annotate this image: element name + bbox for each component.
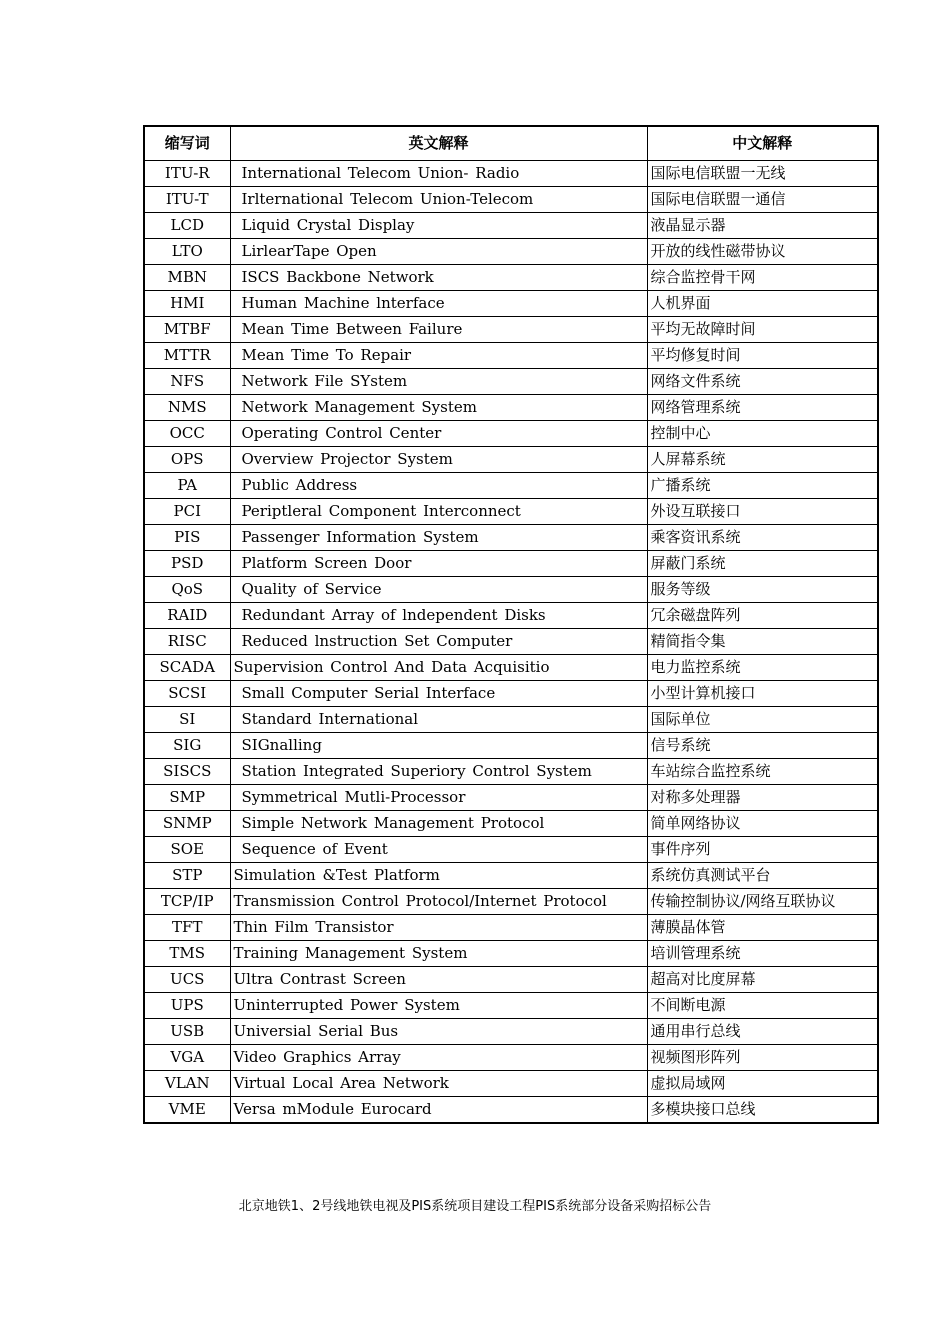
cell-abbreviation: SCSI [144, 681, 230, 707]
cell-chinese: 平均修复时间 [647, 343, 878, 369]
cell-english: Public Address [230, 473, 647, 499]
cell-chinese: 虚拟局域网 [647, 1071, 878, 1097]
table-row [144, 993, 878, 1019]
cell-chinese: 人屏幕系统 [647, 447, 878, 473]
table-row [144, 187, 878, 213]
cell-abbreviation: OCC [144, 421, 230, 447]
table-row [144, 707, 878, 733]
cell-english: Network File SYstem [230, 369, 647, 395]
table-row [144, 395, 878, 421]
cell-chinese: 国际单位 [647, 707, 878, 733]
cell-abbreviation: PSD [144, 551, 230, 577]
cell-chinese: 服务等级 [647, 577, 878, 603]
cell-abbreviation: MTBF [144, 317, 230, 343]
cell-abbreviation: SISCS [144, 759, 230, 785]
table-row [144, 941, 878, 967]
cell-chinese: 薄膜晶体管 [647, 915, 878, 941]
cell-abbreviation: VME [144, 1097, 230, 1124]
cell-abbreviation: NFS [144, 369, 230, 395]
table-row [144, 291, 878, 317]
cell-abbreviation: VLAN [144, 1071, 230, 1097]
table-row [144, 161, 878, 187]
table-header-row [144, 126, 878, 161]
table-row [144, 239, 878, 265]
cell-chinese: 控制中心 [647, 421, 878, 447]
cell-english: Platform Screen Door [230, 551, 647, 577]
cell-english: Periptleral Component Interconnect [230, 499, 647, 525]
cell-english: Simple Network Management Protocol [230, 811, 647, 837]
table-body [144, 161, 878, 1124]
cell-english: Human Machine lnterface [230, 291, 647, 317]
cell-abbreviation: TCP/IP [144, 889, 230, 915]
table-row [144, 343, 878, 369]
cell-chinese: 广播系统 [647, 473, 878, 499]
cell-chinese: 屏蔽门系统 [647, 551, 878, 577]
cell-english: LirlearTape Open [230, 239, 647, 265]
cell-english: Sequence of Event [230, 837, 647, 863]
cell-chinese: 乘客资讯系统 [647, 525, 878, 551]
cell-abbreviation: RAID [144, 603, 230, 629]
cell-chinese: 小型计算机接口 [647, 681, 878, 707]
cell-english: Simulation &Test Platform [230, 863, 647, 889]
cell-abbreviation: SMP [144, 785, 230, 811]
cell-english: Virtual Local Area Network [230, 1071, 647, 1097]
table-row [144, 889, 878, 915]
table-row [144, 473, 878, 499]
cell-chinese: 车站综合监控系统 [647, 759, 878, 785]
cell-chinese: 事件序列 [647, 837, 878, 863]
table-row [144, 603, 878, 629]
cell-abbreviation: SOE [144, 837, 230, 863]
cell-abbreviation: VGA [144, 1045, 230, 1071]
cell-chinese: 国际电信联盟一通信 [647, 187, 878, 213]
cell-abbreviation: LTO [144, 239, 230, 265]
cell-chinese: 电力监控系统 [647, 655, 878, 681]
cell-english: Station Integrated Superiory Control System [230, 759, 647, 785]
cell-english: Mean Time To Repair [230, 343, 647, 369]
cell-english: ISCS Backbone Network [230, 265, 647, 291]
cell-chinese: 人机界面 [647, 291, 878, 317]
cell-chinese: 外设互联接口 [647, 499, 878, 525]
abbreviation-table [143, 125, 879, 1124]
cell-chinese: 视频图形阵列 [647, 1045, 878, 1071]
cell-chinese: 简单网络协议 [647, 811, 878, 837]
table-row [144, 811, 878, 837]
cell-abbreviation: TFT [144, 915, 230, 941]
cell-english: Irlternational Telecom Union-Telecom [230, 187, 647, 213]
table-row [144, 265, 878, 291]
cell-chinese: 网络文件系统 [647, 369, 878, 395]
cell-english: Overview Projector System [230, 447, 647, 473]
cell-english: Passenger Information System [230, 525, 647, 551]
cell-abbreviation: UPS [144, 993, 230, 1019]
cell-english: Network Management System [230, 395, 647, 421]
table-row [144, 1019, 878, 1045]
cell-english: Liquid Crystal Display [230, 213, 647, 239]
cell-abbreviation: QoS [144, 577, 230, 603]
cell-english: Versa mModule Eurocard [230, 1097, 647, 1124]
cell-english: Supervision Control And Data Acquisitio [230, 655, 647, 681]
cell-english: Training Management System [230, 941, 647, 967]
cell-chinese: 网络管理系统 [647, 395, 878, 421]
cell-english: Video Graphics Array [230, 1045, 647, 1071]
table-row [144, 629, 878, 655]
cell-english: International Telecom Union- Radio [230, 161, 647, 187]
table-row [144, 369, 878, 395]
cell-english: Mean Time Between Failure [230, 317, 647, 343]
cell-abbreviation: ITU-T [144, 187, 230, 213]
cell-chinese: 国际电信联盟一无线 [647, 161, 878, 187]
cell-chinese: 传输控制协议/网络互联协议 [647, 889, 878, 915]
table-row [144, 1071, 878, 1097]
cell-english: Standard International [230, 707, 647, 733]
cell-chinese: 精简指令集 [647, 629, 878, 655]
cell-chinese: 液晶显示器 [647, 213, 878, 239]
cell-abbreviation: USB [144, 1019, 230, 1045]
cell-english: SIGnalling [230, 733, 647, 759]
cell-abbreviation: MTTR [144, 343, 230, 369]
table-row [144, 213, 878, 239]
header-chinese: 中文解释 [647, 126, 878, 161]
cell-chinese: 综合监控骨干网 [647, 265, 878, 291]
table-row [144, 421, 878, 447]
cell-english: Reduced lnstruction Set Computer [230, 629, 647, 655]
cell-abbreviation: RISC [144, 629, 230, 655]
cell-abbreviation: TMS [144, 941, 230, 967]
table-row [144, 785, 878, 811]
cell-english: Uninterrupted Power System [230, 993, 647, 1019]
header-abbreviation: 缩写词 [144, 126, 230, 161]
cell-abbreviation: LCD [144, 213, 230, 239]
cell-chinese: 超高对比度屏幕 [647, 967, 878, 993]
cell-chinese: 多模块接口总线 [647, 1097, 878, 1124]
cell-abbreviation: UCS [144, 967, 230, 993]
cell-english: Ultra Contrast Screen [230, 967, 647, 993]
table-row [144, 915, 878, 941]
cell-english: Operating Control Center [230, 421, 647, 447]
cell-chinese: 平均无故障时间 [647, 317, 878, 343]
cell-abbreviation: NMS [144, 395, 230, 421]
cell-abbreviation: SIG [144, 733, 230, 759]
header-english: 英文解释 [230, 126, 647, 161]
cell-chinese: 系统仿真测试平台 [647, 863, 878, 889]
table-row [144, 837, 878, 863]
cell-english: Small Computer Serial Interface [230, 681, 647, 707]
table-row [144, 967, 878, 993]
table-row [144, 1097, 878, 1124]
cell-abbreviation: SI [144, 707, 230, 733]
cell-chinese: 冗余磁盘阵列 [647, 603, 878, 629]
table-row [144, 681, 878, 707]
cell-chinese: 开放的线性磁带协议 [647, 239, 878, 265]
table-row [144, 447, 878, 473]
table-row [144, 759, 878, 785]
cell-chinese: 不间断电源 [647, 993, 878, 1019]
table-row [144, 655, 878, 681]
cell-english: Transmission Control Protocol/Internet Protocol [230, 889, 647, 915]
cell-chinese: 通用串行总线 [647, 1019, 878, 1045]
cell-abbreviation: PIS [144, 525, 230, 551]
cell-chinese: 信号系统 [647, 733, 878, 759]
table-row [144, 499, 878, 525]
table-row [144, 863, 878, 889]
cell-english: Universial Serial Bus [230, 1019, 647, 1045]
cell-abbreviation: PCI [144, 499, 230, 525]
table-row [144, 317, 878, 343]
cell-english: Thin Film Transistor [230, 915, 647, 941]
cell-chinese: 培训管理系统 [647, 941, 878, 967]
table-row [144, 551, 878, 577]
cell-english: Symmetrical Mutli-Processor [230, 785, 647, 811]
cell-abbreviation: HMI [144, 291, 230, 317]
cell-english: Redundant Array of lndependent Disks [230, 603, 647, 629]
page-footer: 北京地铁1、2号线地铁电视及PIS系统项目建设工程PIS系统部分设备采购招标公告 [238, 1199, 712, 1214]
cell-abbreviation: OPS [144, 447, 230, 473]
table-row [144, 1045, 878, 1071]
cell-abbreviation: SCADA [144, 655, 230, 681]
cell-abbreviation: SNMP [144, 811, 230, 837]
cell-abbreviation: PA [144, 473, 230, 499]
cell-abbreviation: ITU-R [144, 161, 230, 187]
cell-english: Quality of Service [230, 577, 647, 603]
cell-chinese: 对称多处理器 [647, 785, 878, 811]
table-row [144, 525, 878, 551]
table-row [144, 577, 878, 603]
cell-abbreviation: MBN [144, 265, 230, 291]
table-row [144, 733, 878, 759]
cell-abbreviation: STP [144, 863, 230, 889]
